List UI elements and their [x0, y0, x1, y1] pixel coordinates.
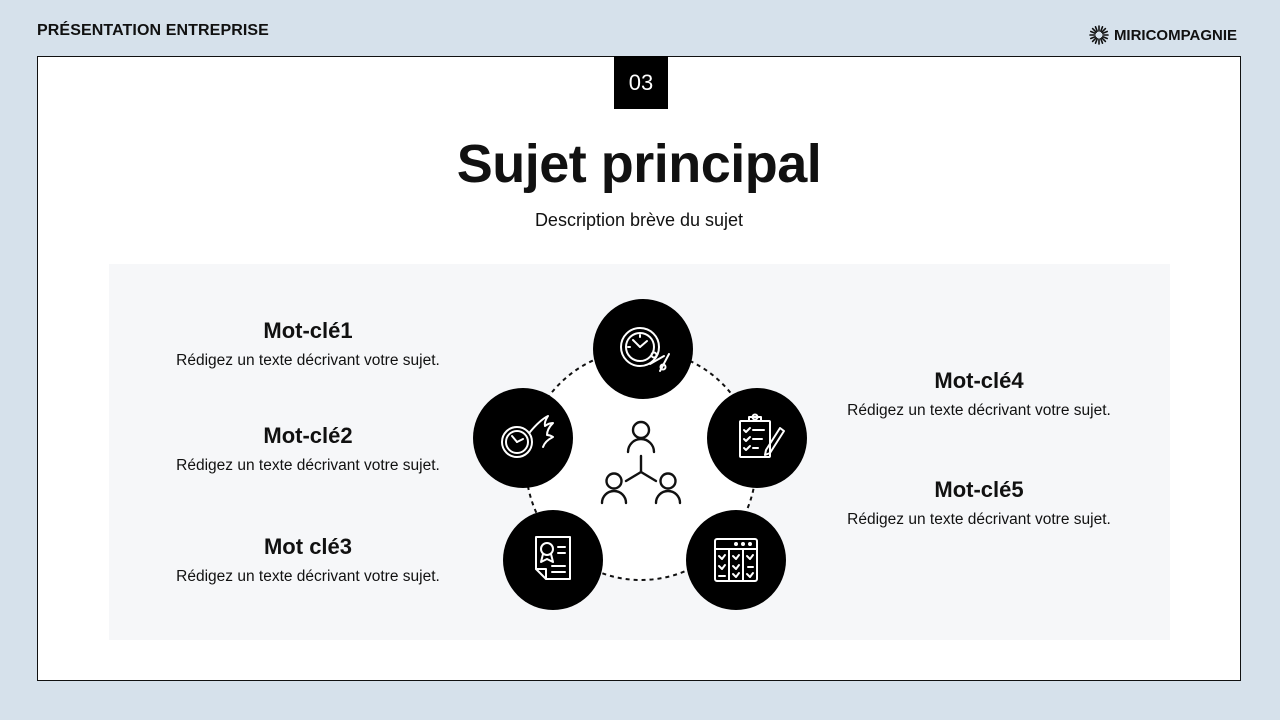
node-clock-percent: [593, 299, 693, 399]
keyword-title: Mot-clé5: [934, 477, 1024, 502]
brand-name: MIRICOMPAGNIE: [1113, 26, 1237, 44]
keyword-title: Mot-clé1: [263, 318, 353, 343]
sunburst-logo-icon: [1089, 25, 1109, 45]
keyword-title: Mot-clé2: [263, 423, 353, 448]
keyword-block-1: [138, 318, 478, 370]
keyword-title: Mot clé3: [263, 534, 353, 559]
presentation-label: PRÉSENTATION ENTREPRISE: [37, 22, 269, 39]
keyword-block-2: [138, 423, 478, 475]
keyword-block-5: [809, 477, 1149, 529]
node-fast-clock: [473, 388, 573, 488]
keyword-text: Rédigez un texte décrivant votre sujet.: [176, 568, 440, 585]
node-calendar: [686, 510, 786, 610]
node-certificate: [503, 510, 603, 610]
keyword-block-3: [138, 534, 478, 586]
slide-title: Sujet principal: [456, 134, 822, 194]
keyword-text: Rédigez un texte décrivant votre sujet.: [847, 402, 1111, 419]
keyword-title: Mot-clé4: [934, 368, 1024, 393]
slide-number-badge: 03: [614, 56, 668, 109]
keyword-text: Rédigez un texte décrivant votre sujet.: [176, 457, 440, 474]
keyword-text: Rédigez un texte décrivant votre sujet.: [847, 511, 1111, 528]
slide-subtitle: Description brève du sujet: [534, 210, 744, 230]
keyword-block-4: [809, 368, 1149, 420]
brand: [1089, 25, 1237, 45]
node-clipboard: [707, 388, 807, 488]
keyword-text: Rédigez un texte décrivant votre sujet.: [176, 352, 440, 369]
